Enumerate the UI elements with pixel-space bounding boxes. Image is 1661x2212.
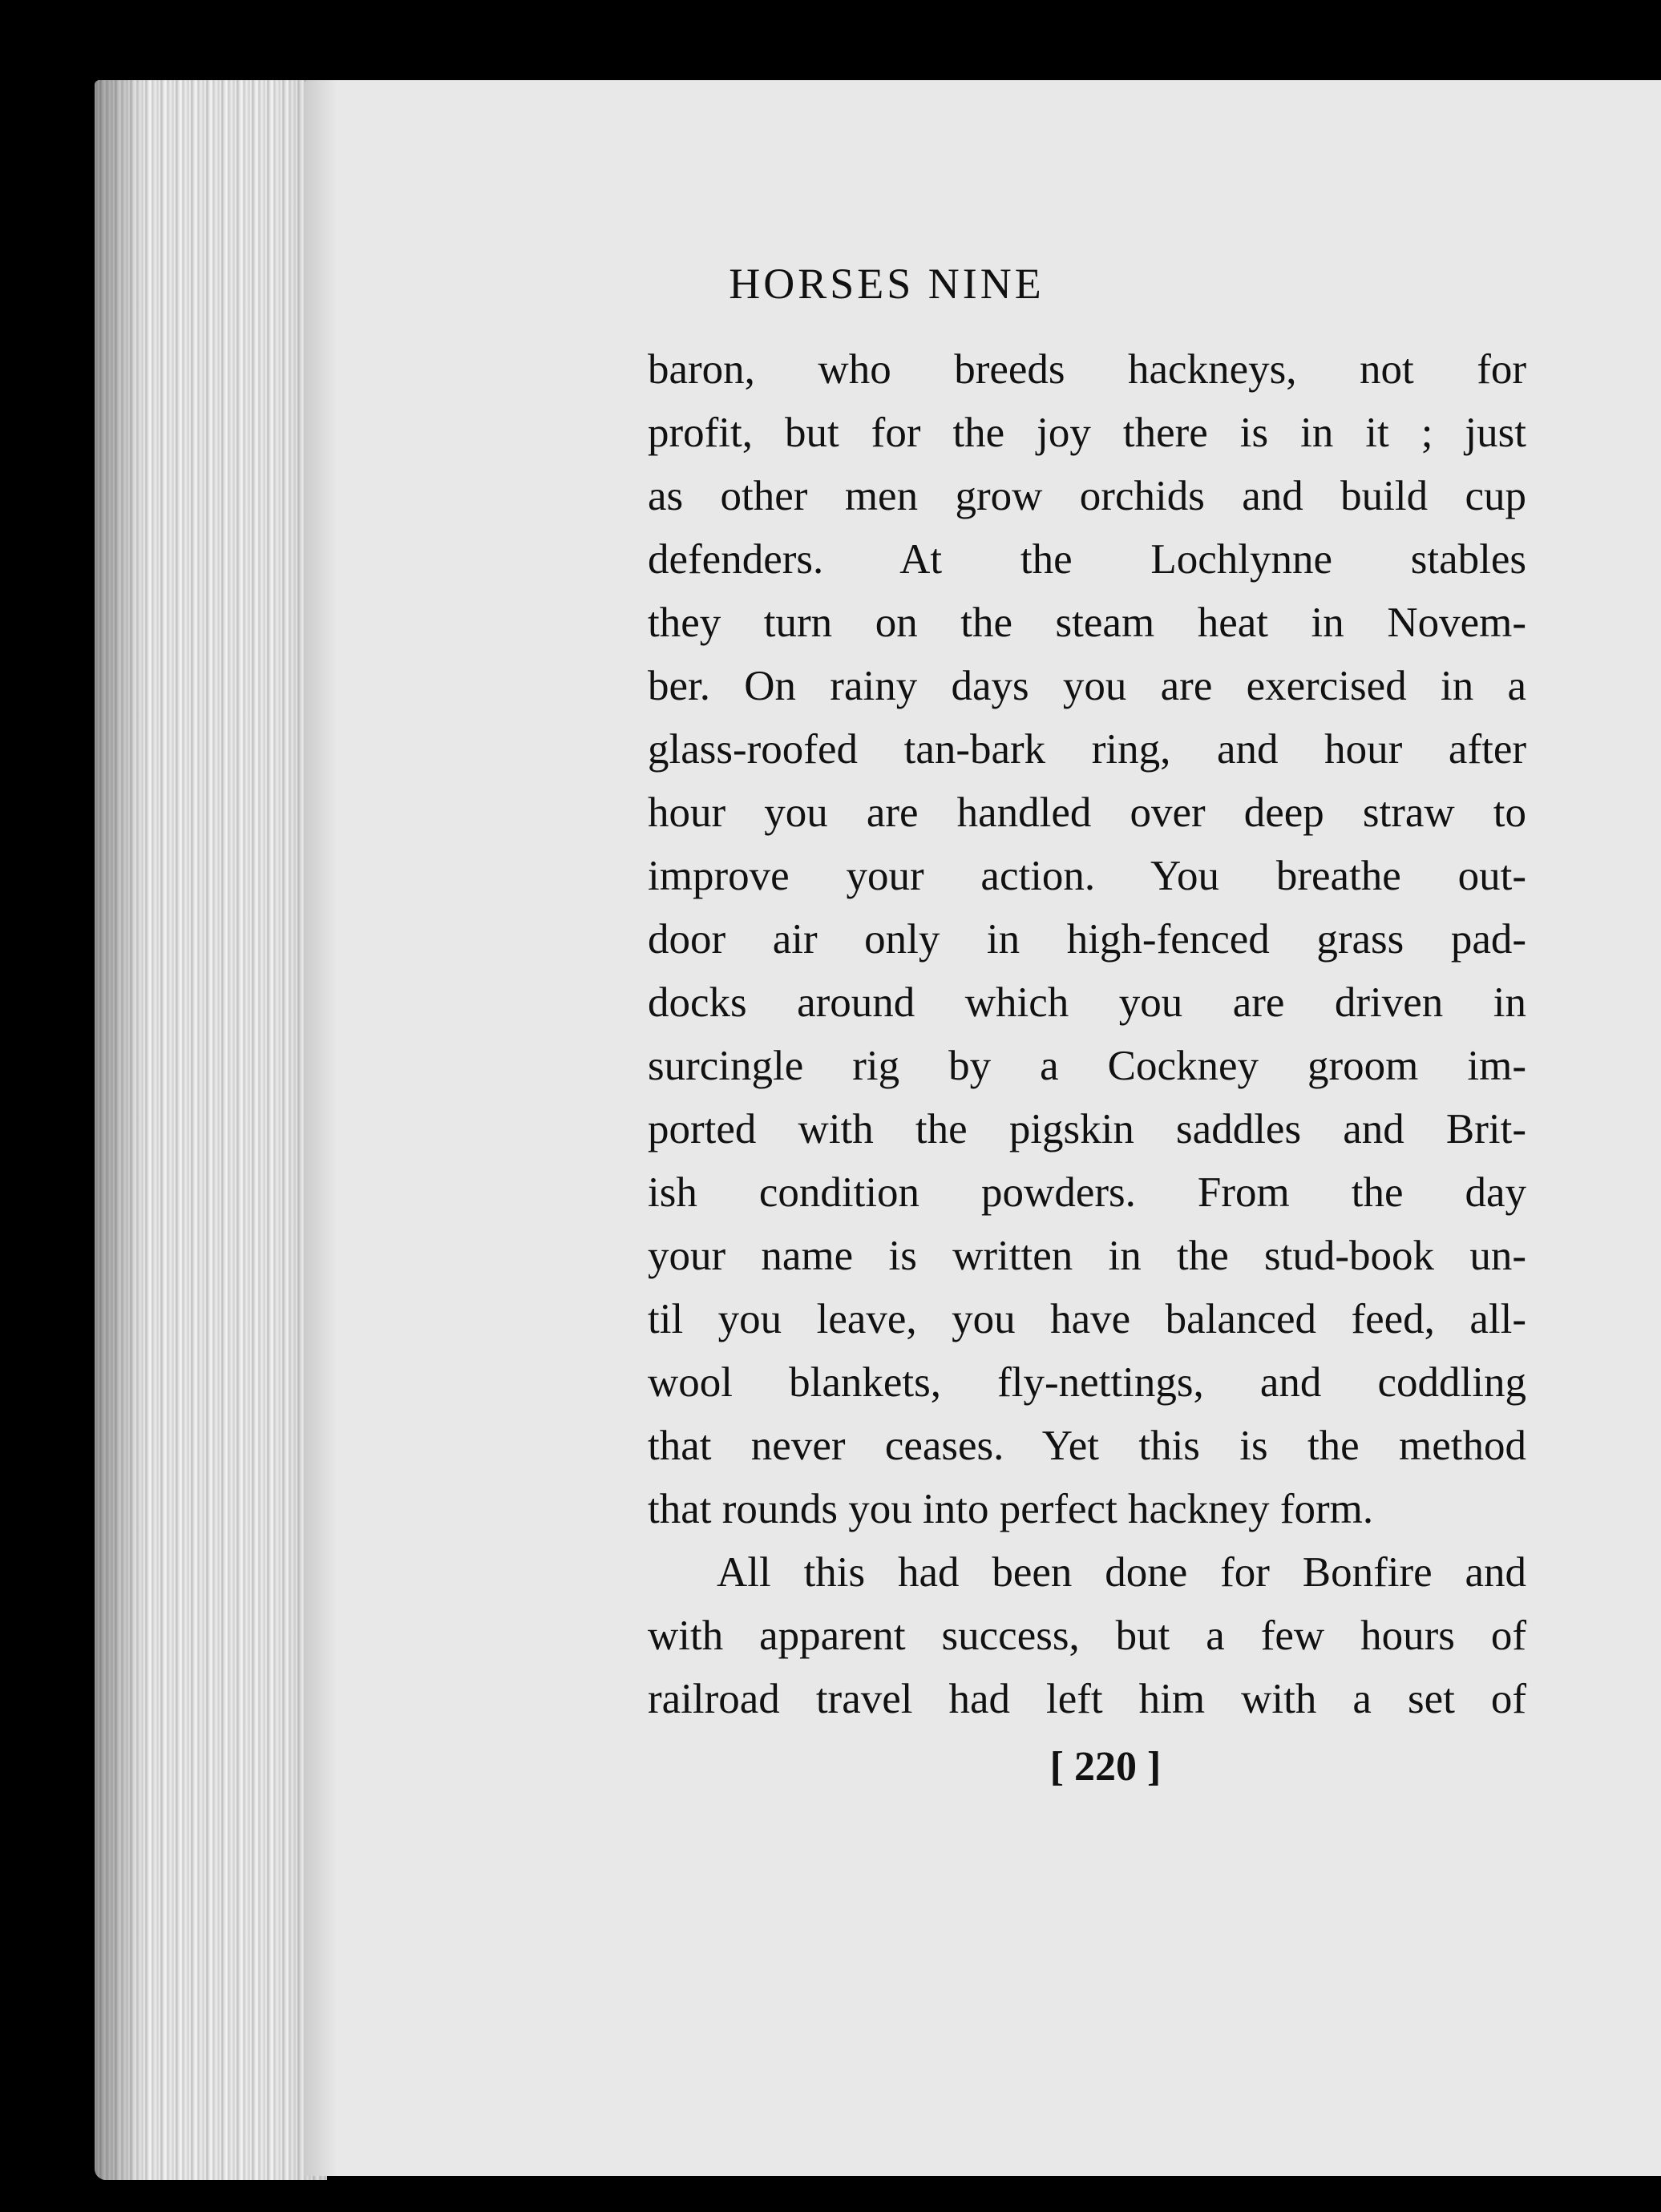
text-line: they turn on the steam heat in Novem- [648,599,1526,646]
text-line: glass-roofed tan-bark ring, and hour after [648,726,1526,773]
text-line: ish condition powders. From the day [648,1169,1526,1216]
body-text [648,338,1526,1731]
text-line: your name is written in the stud-book un- [648,1233,1526,1279]
page-number: [ 220 ] [1049,1744,1162,1790]
book-page-edges [95,80,327,2180]
text-line: that never ceases. Yet this is the method [648,1423,1526,1469]
text-line: surcingle rig by a Cockney groom im- [648,1043,1526,1089]
text-line: that rounds you into perfect hackney form. [648,1486,1374,1532]
text-line: ber. On rainy days you are exercised in a [648,663,1526,709]
text-line: baron, who breeds hackneys, not for [648,346,1526,393]
text-line: hour you are handled over deep straw to [648,789,1526,836]
text-line: as other men grow orchids and build cup [648,473,1526,519]
text-line: with apparent success, but a few hours of [648,1613,1526,1659]
text-line: improve your action. You breathe out- [648,853,1526,899]
running-head: HORSES NINE [729,260,1045,308]
text-line: railroad travel had left him with a set of [648,1676,1526,1722]
paragraph-start-line: All this had been done for Bonfire and [717,1549,1526,1596]
text-line: defenders. At the Lochlynne stables [648,536,1526,583]
text-line: til you leave, you have balanced feed, all- [648,1296,1526,1342]
text-line: ported with the pigskin saddles and Brit- [648,1106,1526,1152]
text-line: profit, but for the joy there is in it ; just [648,410,1526,456]
text-line: door air only in high-fenced grass pad- [648,916,1526,963]
gutter-shadow [305,80,337,2176]
text-line: docks around which you are driven in [648,979,1526,1026]
text-line: wool blankets, fly-nettings, and coddling [648,1359,1526,1406]
